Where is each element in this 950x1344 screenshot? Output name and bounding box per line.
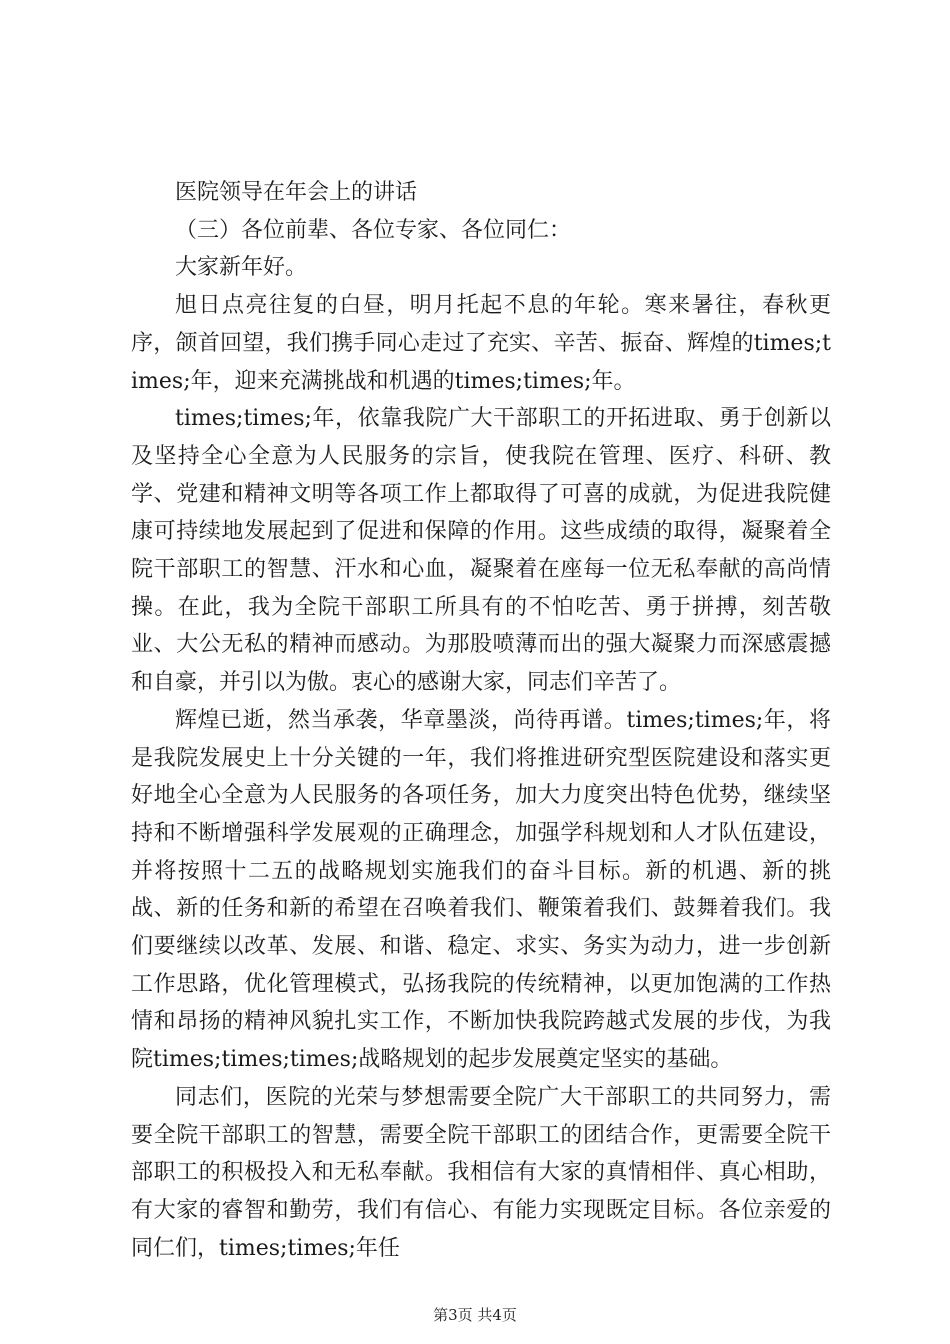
greeting: 大家新年好。: [175, 255, 308, 281]
salutation: （三）各位前辈、各位专家、各位同仁：: [175, 217, 572, 243]
paragraph-4: 同志们，医院的光荣与梦想需要全院广大干部职工的共同努力，需要全院干部职工的智慧，需要全院干部职工的团结合作，更需要全院干部职工的积极投入和无私奉献。我相信有大家的真情相伴、真心相助，有大家的睿智和勤劳，我们有信心、有能力实现既定目标。各位亲爱的同仁们，times;times;年任: [131, 1084, 831, 1261]
paragraph-3: 辉煌已逝，然当承袭，华章墨淡，尚待再谱。times;times;年，将是我院发展史上十分关键的一年，我们将推进研究型医院建设和落实更好地全心全意为人民服务的各项任务，加大力度突出特色优势，继续坚持和不断增强科学发展观的正确理念，加强学科规划和人才队伍建设，并将按照十二五的战略规划实施我们的奋斗目标。新的机遇、新的挑战、新的任务和新的希望在召唤着我们、鞭策着我们、鼓舞着我们。我们要继续以改革、发展、和谐、稳定、求实、务实为动力，进一步创新工作思路，优化管理模式，弘扬我院的传统精神，以更加饱满的工作热情和昂扬的精神风貌扎实工作，不断加快我院跨越式发展的步伐，为我院times;times;times;战略规划的起步发展奠定坚实的基础。: [131, 707, 831, 1073]
paragraph-1: 旭日点亮往复的白昼，明月托起不息的年轮。寒来暑往，春秋更序，颌首回望，我们携手同心走过了充实、辛苦、振奋、辉煌的times;times;年，迎来充满挑战和机遇的times;times;年。: [131, 293, 831, 394]
paragraph-2: times;times;年，依靠我院广大干部职工的开拓进取、勇于创新以及坚持全心全意为人民服务的宗旨，使我院在管理、医疗、科研、教学、党建和精神文明等各项工作上都取得了可喜的成就，为促进我院健康可持续地发展起到了促进和保障的作用。这些成绩的取得，凝聚着全院干部职工的智慧、汗水和心血，凝聚着在座每一位无私奉献的高尚情操。在此，我为全院干部职工所具有的不怕吃苦、勇于拼搏，刻苦敬业、大公无私的精神而感动。为那股喷薄而出的强大凝聚力而深感震撼和自豪，并引以为傲。衷心的感谢大家，同志们辛苦了。: [131, 406, 831, 696]
document-body: [131, 174, 831, 1267]
page-footer: 第3页 共4页: [433, 1306, 517, 1324]
speech-title: 医院领导在年会上的讲话: [175, 180, 418, 205]
